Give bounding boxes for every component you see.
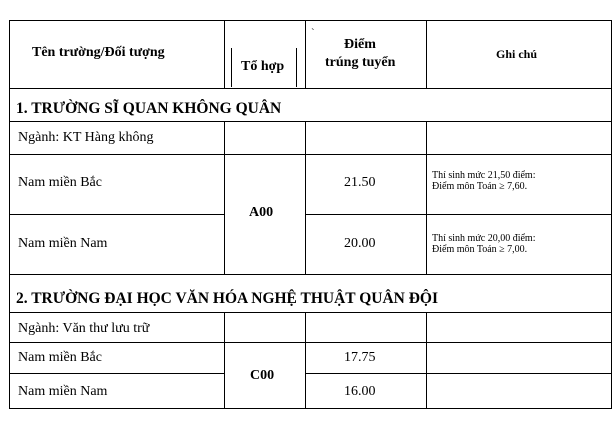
header-score-label-line1: Điểm [344, 37, 376, 52]
column-divider [224, 20, 225, 89]
column-divider [305, 312, 306, 409]
major-label: Ngành: Văn thư lưu trữ [18, 321, 150, 336]
note-line: Thí sinh mức 20,00 điểm: [432, 233, 536, 244]
row-divider [9, 274, 612, 275]
score-cell: 21.50 [344, 175, 376, 190]
header-score-label-line2: trúng tuyển [325, 55, 396, 70]
note-line: Điểm môn Toán ≥ 7,60. [432, 181, 528, 192]
column-divider [426, 20, 427, 89]
major-label: Ngành: KT Hàng không [18, 130, 154, 145]
note-line: Thí sinh mức 21,50 điểm: [432, 170, 536, 181]
combo-header-box-left [231, 48, 232, 87]
table-border-top [9, 20, 612, 21]
table-border-right [611, 20, 612, 409]
combo-cell: C00 [250, 368, 275, 383]
score-cell: 20.00 [344, 236, 376, 251]
row-divider [305, 214, 612, 215]
header-school-label: Tên trường/Đối tượng [32, 45, 165, 60]
score-cell: 16.00 [344, 384, 376, 399]
note-line: Điểm môn Toán ≥ 7,00. [432, 244, 528, 255]
table-border-bottom [9, 408, 612, 409]
score-cell: 17.75 [344, 350, 376, 365]
target-cell: Nam miền Bắc [18, 350, 102, 365]
combo-cell: A00 [249, 205, 274, 220]
target-cell: Nam miền Nam [18, 384, 108, 399]
section-title: 1. TRƯỜNG SĨ QUAN KHÔNG QUÂN [16, 100, 282, 117]
target-cell: Nam miền Nam [18, 236, 108, 251]
column-divider [426, 312, 427, 409]
row-divider [9, 342, 612, 343]
column-divider [426, 121, 427, 275]
row-divider [305, 373, 612, 374]
section-title: 2. TRƯỜNG ĐẠI HỌC VĂN HÓA NGHỆ THUẬT QUÂN ĐỘI [16, 290, 438, 307]
stray-mark: ` [311, 27, 315, 39]
header-note-label: Ghi chú [496, 47, 538, 61]
column-divider [305, 20, 306, 89]
column-divider [305, 121, 306, 275]
target-cell: Nam miền Bắc [18, 175, 102, 190]
row-divider [9, 214, 224, 215]
row-divider [9, 373, 224, 374]
row-divider [9, 121, 612, 122]
header-combo-label: Tổ hợp [241, 59, 285, 74]
row-divider [9, 154, 612, 155]
column-divider [224, 312, 225, 409]
combo-header-box-right [296, 48, 297, 87]
column-divider [224, 121, 225, 275]
header-divider [9, 88, 612, 89]
table-border-left [9, 20, 10, 409]
row-divider [9, 312, 612, 313]
